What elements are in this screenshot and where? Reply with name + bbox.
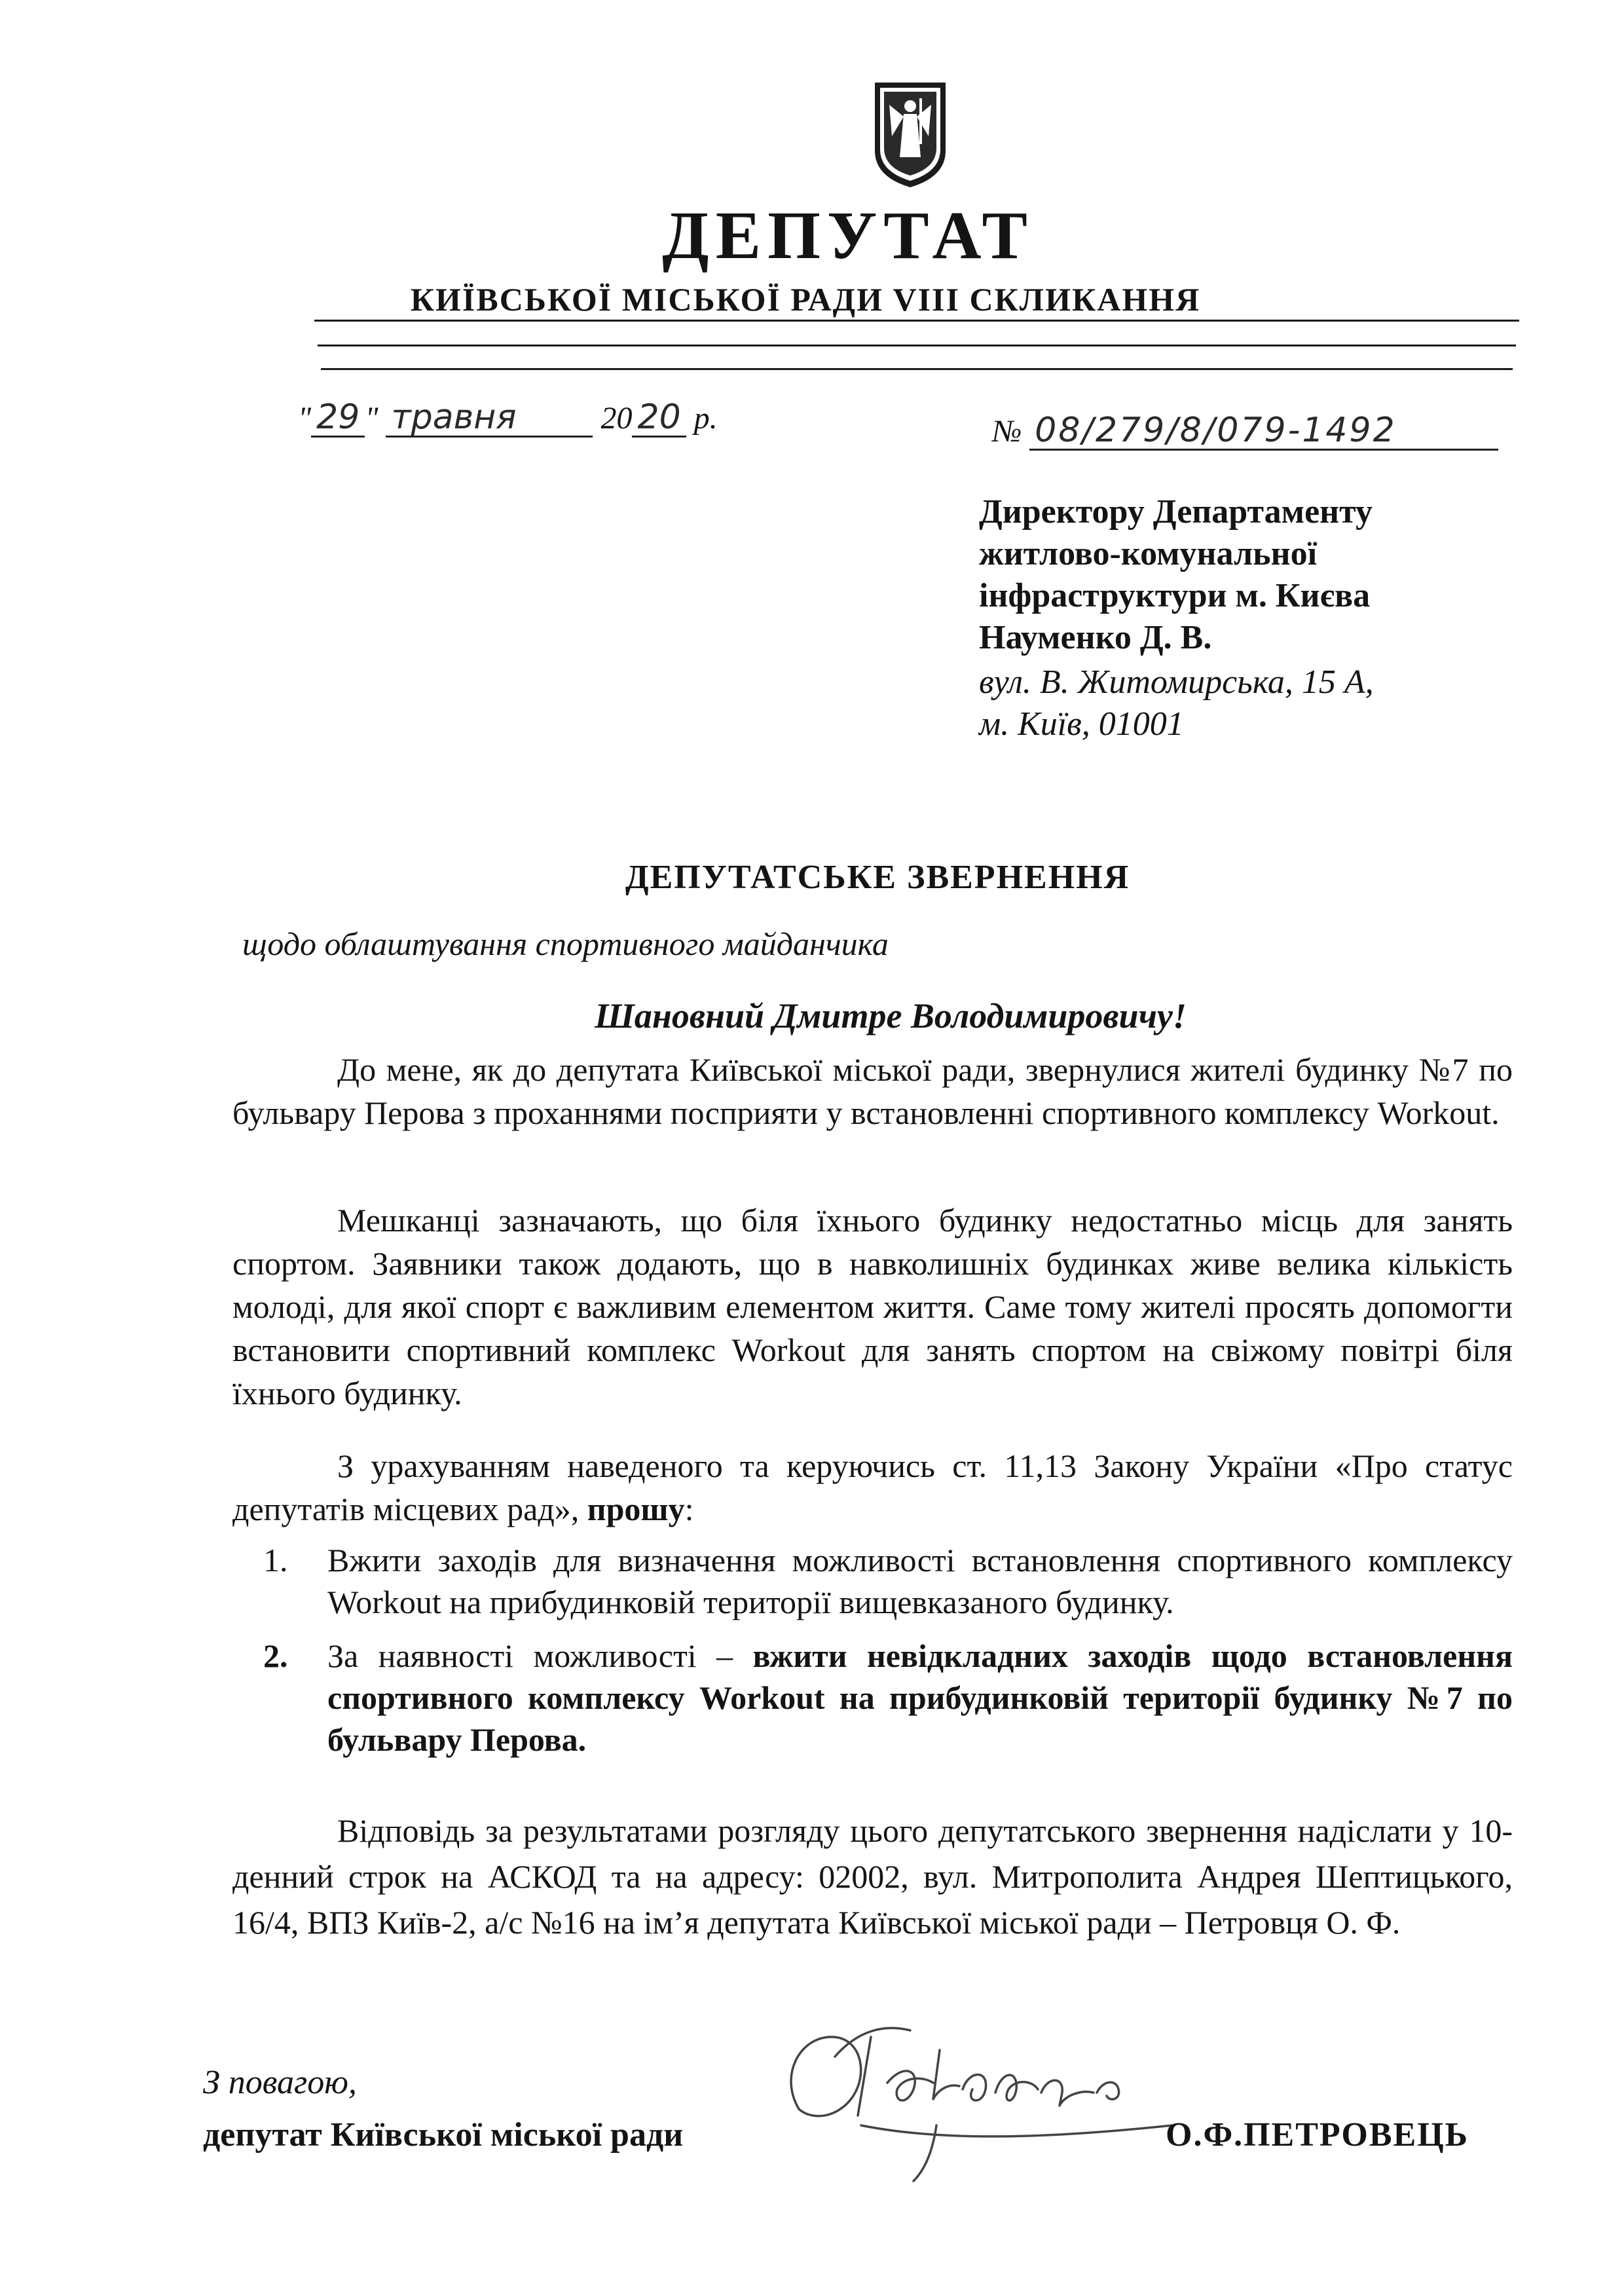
signatory-title: депутат Київської міської ради xyxy=(203,2116,684,2154)
date-month: травня xyxy=(386,400,593,438)
addressee-address-1: вул. В. Житомирська, 15 А, xyxy=(979,663,1374,701)
reg-prefix: № xyxy=(992,414,1022,449)
paragraph-3-bold: прошу xyxy=(587,1491,685,1527)
closing-regards: З повагою, xyxy=(203,2064,357,2101)
date-day: 29 xyxy=(311,400,365,438)
letter-date: " 29 " травня 20 20 р. xyxy=(298,398,718,437)
list-item xyxy=(249,1539,1513,1623)
header-divider-top xyxy=(314,320,1519,322)
list-item xyxy=(249,1635,1513,1761)
list-item-number: 1. xyxy=(263,1542,288,1578)
addressee-line-4: Науменко Д. В. xyxy=(979,619,1212,656)
reg-number-value: 08/279/8/079-1492 xyxy=(1029,413,1498,451)
addressee-block xyxy=(979,491,1555,745)
paragraph-3 xyxy=(232,1444,1513,1531)
salutation: Шановний Дмитре Володимировичу! xyxy=(595,996,1187,1036)
paragraph-4: Відповідь за результатами розгляду цього депутатського звернення надіслати у 10-денний строк на АСКОД та на адресу: 02002, вул. Митрополита Андрея Шептицького, 16/4, ВПЗ Київ-2, а/с №16 на ім’я депутата Київської міської ради – Петровця О. Ф. xyxy=(232,1812,1513,1941)
coat-of-arms-icon xyxy=(871,79,950,190)
addressee-address-2: м. Київ, 01001 xyxy=(979,705,1184,743)
paragraph-3-text: З урахуванням наведеного та керуючись ст. 11,13 Закону України «Про статус депутатів місцевих рад», xyxy=(232,1447,1513,1527)
list-item-bold-text: вжити невідкладних заходів щодо встановлення спортивного комплексу Workout на прибудинковій території будинку №7 по бульвару Перова. xyxy=(327,1637,1513,1758)
paragraph-1: До мене, як до депутата Київської міської ради, звернулися жителі будинку №7 по бульвару Перова з проханнями посприяти у встановленні спортивного комплексу Workout. xyxy=(232,1051,1513,1131)
paragraph-2: Мешканці зазначають, що біля їхнього будинку недостатньо місць для занять спортом. Заявники також додають, що в навколишніх будинках живе велика кількість молоді, для якої спорт є важливим елементом життя. Саме тому жителі просять допомогти встановити спортивний комплекс Workout для занять спортом на свіжому повітрі біля їхнього будинку. xyxy=(232,1202,1513,1411)
list-item-text: Вжити заходів для визначення можливості встановлення спортивного комплексу Workout на прибудинковій території вищевказаного будинку. xyxy=(327,1542,1513,1620)
date-year-prefix: 20 xyxy=(600,401,633,436)
addressee-line-3: інфраструктури м. Києва xyxy=(979,577,1371,614)
addressee-line-2: житлово-комунальної xyxy=(979,535,1318,572)
list-item-number: 2. xyxy=(263,1637,288,1674)
header-divider-middle xyxy=(318,345,1516,346)
request-list xyxy=(249,1539,1513,1772)
header-title: ДЕПУТАТ xyxy=(662,198,1034,273)
header-divider-bottom xyxy=(321,368,1513,370)
date-unit: р. xyxy=(693,401,718,436)
paragraph-3-end: : xyxy=(684,1491,694,1527)
registration-number xyxy=(992,413,1498,451)
document-subtitle: щодо облаштування спортивного майданчика xyxy=(242,925,889,962)
header-subtitle: КИЇВСЬКОЇ МІСЬКОЇ РАДИ VIII СКЛИКАННЯ xyxy=(410,281,1201,318)
signatory-name: О.Ф.ПЕТРОВЕЦЬ xyxy=(1166,2116,1469,2154)
addressee-line-1: Директору Департаменту xyxy=(979,493,1373,531)
date-year-suffix: 20 xyxy=(632,400,686,438)
list-item-text: За наявності можливості – xyxy=(327,1637,753,1674)
document-title: ДЕПУТАТСЬКЕ ЗВЕРНЕННЯ xyxy=(625,859,1130,896)
handwritten-signature xyxy=(773,1985,1179,2194)
